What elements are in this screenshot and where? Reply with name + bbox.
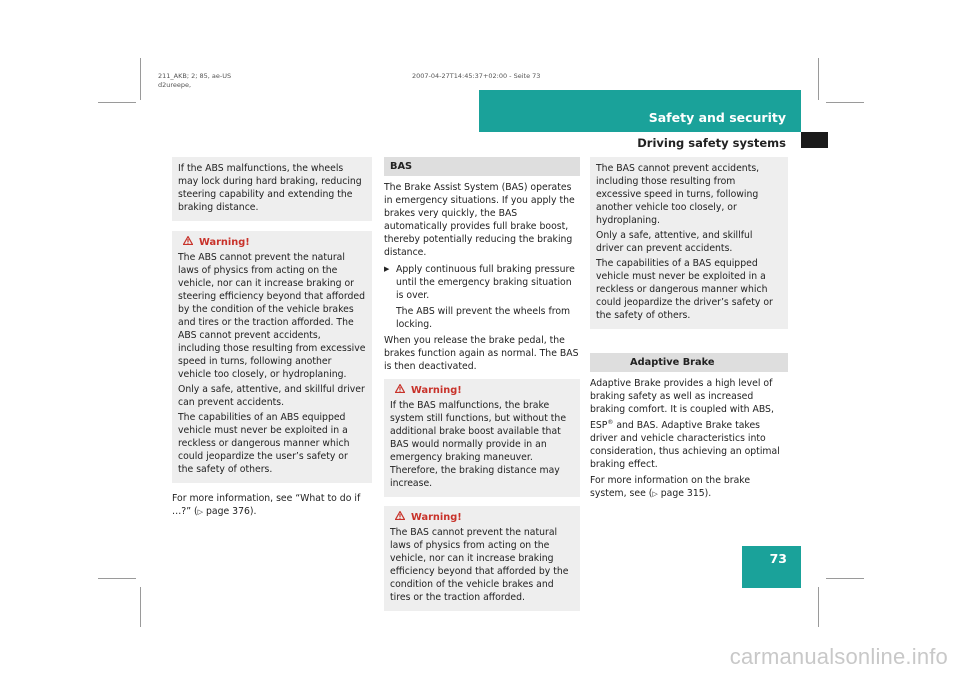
more-info-paragraph [172, 492, 372, 519]
adaptive-brake-text [590, 377, 788, 471]
abs-malfunction-box [172, 157, 372, 221]
bas-warning-box-2 [384, 506, 580, 611]
registered-mark: ® [607, 419, 614, 426]
warning-heading [178, 236, 366, 249]
file-info-line2: d2ureepe, [158, 81, 192, 89]
brake-system-info [590, 474, 788, 501]
page-ref-link[interactable]: page 315). [657, 488, 712, 500]
warning-title: Warning! [199, 237, 250, 248]
crop-mark [826, 578, 864, 579]
column-3 [590, 157, 788, 504]
file-info [158, 72, 231, 90]
page-number: 73 [769, 551, 787, 566]
bas-release-text: When you release the brake pedal, the brakes function again as normal. The BAS is then deactivated. [384, 335, 579, 372]
warning-triangle-icon [395, 384, 405, 397]
bas-intro-text: The Brake Assist System (BAS) operates in emergency situations. If you apply the brakes very quickly, the BAS automatically provides full brake boost, thereby potentially reducing the braking distance. [384, 182, 575, 258]
warning-text: The capabilities of an ABS equipped vehicle must never be exploited in a reckless or dangerous manner which could jeopardize the user’s safety or the safety of others. [178, 412, 350, 475]
warning-text: Only a safe, attentive, and skillful driver can prevent accidents. [596, 230, 753, 254]
more-info-text: For more information, see “What to do if …?” ( [172, 493, 361, 517]
warning-heading [390, 384, 574, 397]
subsection-title: Driving safety systems [637, 136, 786, 150]
crop-mark [818, 58, 819, 100]
warning-text: The BAS cannot prevent accidents, including those resulting from excessive speed in turns, following another vehicle too closely, or hydroplaning. [596, 163, 760, 226]
file-info-line1: 211_AKB; 2; 85, ae-US [158, 72, 232, 80]
crop-mark [98, 578, 136, 579]
crop-mark [98, 102, 136, 103]
column-2 [384, 157, 580, 611]
bas-instruction-item [384, 263, 580, 302]
warning-text: If the BAS malfunctions, the brake system still functions, but without the additional brake boost available that BAS would normally provide in an emergency braking maneuver. Therefore, the braking distance may increase. [390, 400, 567, 489]
page-ref-link[interactable]: page 376). [203, 506, 257, 517]
header-black-square [801, 132, 828, 148]
warning-text: Only a safe, attentive, and skillful driver can prevent accidents. [178, 384, 365, 408]
watermark: carmanualsonline.info [729, 644, 948, 669]
warning-title: Warning! [411, 512, 462, 523]
file-timestamp: 2007-04-27T14:45:37+02:00 - Seite 73 [412, 72, 541, 80]
warning-heading [390, 511, 574, 524]
abs-warning-box [172, 231, 372, 483]
section-title: Safety and security [648, 110, 786, 125]
page-ref-arrow-icon: ▷ [197, 508, 204, 516]
crop-mark [140, 58, 141, 100]
bas-warning-box-1 [384, 379, 580, 497]
adaptive-brake-text-part: Adaptive Brake provides a high level of braking safety as well as increased braking comfort. It is coupled with ABS, ESP [590, 378, 774, 432]
bas-instruction-note: The ABS will prevent the wheels from locking. [396, 306, 571, 330]
warning-text: The BAS cannot prevent the natural laws of physics from acting on the vehicle, nor can it increase braking efficiency beyond that afforded by the condition of the vehicle brakes and tires or the traction afforded. [390, 527, 569, 603]
warning-title: Warning! [411, 385, 462, 396]
column-1 [172, 157, 372, 522]
crop-mark [818, 587, 819, 627]
abs-malfunction-text: If the ABS malfunctions, the wheels may lock during hard braking, reducing steering capability and extending the braking distance. [178, 163, 362, 213]
bullet-arrow-icon: ▶ [384, 265, 390, 273]
adaptive-brake-heading: Adaptive Brake [590, 353, 788, 372]
adaptive-brake-text-part: and BAS. Adaptive Brake takes driver and vehicle characteristics into consideration, thus achieving an optimal braking effect. [590, 420, 780, 471]
crop-mark [826, 102, 864, 103]
page-ref-arrow-icon: ▷ [652, 490, 658, 499]
crop-mark [140, 587, 141, 627]
bas-warning-continued-box [590, 157, 788, 329]
warning-text: The capabilities of a BAS equipped vehicle must never be exploited in a reckless or dangerous manner which could jeopardize the driver’s safety or the safety of others. [596, 258, 773, 321]
warning-triangle-icon [395, 511, 405, 524]
warning-text: The ABS cannot prevent the natural laws of physics from acting on the vehicle, nor can it increase braking or steering efficiency beyond that afforded by the condition of the vehicle brakes and tires or the traction afforded. The ABS cannot prevent accidents, including those resulting from excessive speed in turns, following another vehicle too closely, or hydroplaning. [178, 252, 366, 380]
brake-system-text: For more information on the brake system, see ( [590, 475, 751, 500]
warning-triangle-icon [183, 236, 193, 249]
bas-instruction-text: Apply continuous full braking pressure until the emergency braking situation is over. [396, 264, 575, 301]
bas-heading: BAS [384, 157, 580, 176]
